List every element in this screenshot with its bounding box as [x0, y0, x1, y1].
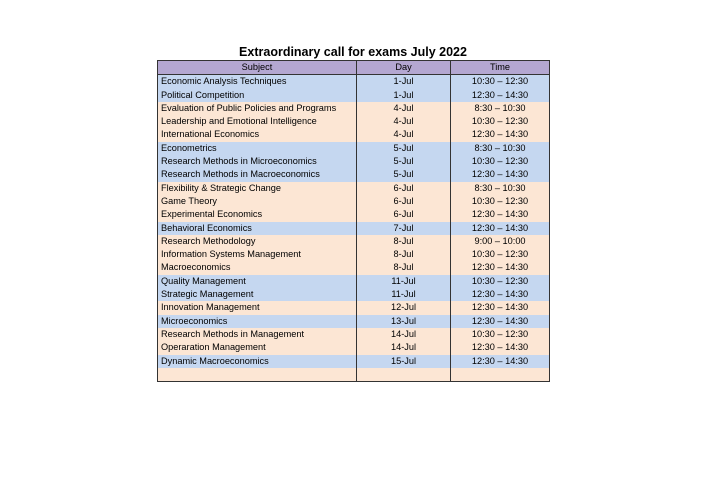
table-row — [158, 275, 550, 288]
subject-cell: Econometrics — [158, 142, 357, 155]
day-cell: 15-Jul — [357, 355, 451, 368]
table-row — [158, 102, 550, 115]
subject-cell: Innovation Management — [158, 301, 357, 314]
table-row — [158, 261, 550, 274]
page-title: Extraordinary call for exams July 2022 — [239, 45, 467, 59]
day-cell: 5-Jul — [357, 142, 451, 155]
table-row — [158, 155, 550, 168]
day-cell: 8-Jul — [357, 235, 451, 248]
day-cell: 4-Jul — [357, 102, 451, 115]
table-row — [158, 208, 550, 221]
time-cell: 12:30 – 14:30 — [451, 168, 550, 181]
time-cell: 10:30 – 12:30 — [451, 328, 550, 341]
subject-cell: Macroeconomics — [158, 261, 357, 274]
day-cell: 14-Jul — [357, 328, 451, 341]
day-cell: 13-Jul — [357, 315, 451, 328]
subject-cell: Political Competition — [158, 89, 357, 102]
table-row — [158, 222, 550, 235]
day-cell: 7-Jul — [357, 222, 451, 235]
table-row — [158, 128, 550, 141]
time-cell — [451, 368, 550, 382]
day-cell: 8-Jul — [357, 261, 451, 274]
time-cell: 10:30 – 12:30 — [451, 195, 550, 208]
day-cell: 6-Jul — [357, 208, 451, 221]
day-cell: 6-Jul — [357, 182, 451, 195]
time-cell: 12:30 – 14:30 — [451, 315, 550, 328]
day-column-header: Day — [357, 61, 451, 75]
table-row — [158, 328, 550, 341]
table-row — [158, 168, 550, 181]
time-cell: 8:30 – 10:30 — [451, 102, 550, 115]
subject-cell: Microeconomics — [158, 315, 357, 328]
time-cell: 12:30 – 14:30 — [451, 355, 550, 368]
day-cell: 1-Jul — [357, 75, 451, 89]
time-cell: 10:30 – 12:30 — [451, 115, 550, 128]
day-cell: 5-Jul — [357, 155, 451, 168]
table-row — [158, 89, 550, 102]
time-cell: 10:30 – 12:30 — [451, 75, 550, 89]
table-row — [158, 142, 550, 155]
subject-cell: Research Methods in Management — [158, 328, 357, 341]
table-row — [158, 355, 550, 368]
time-cell: 12:30 – 14:30 — [451, 288, 550, 301]
day-cell: 12-Jul — [357, 301, 451, 314]
time-cell: 12:30 – 14:30 — [451, 341, 550, 354]
subject-cell: Experimental Economics — [158, 208, 357, 221]
table-row — [158, 182, 550, 195]
time-cell: 12:30 – 14:30 — [451, 208, 550, 221]
subject-cell: Behavioral Economics — [158, 222, 357, 235]
day-cell: 11-Jul — [357, 288, 451, 301]
table-row — [158, 288, 550, 301]
time-cell: 10:30 – 12:30 — [451, 155, 550, 168]
time-cell: 9:00 – 10:00 — [451, 235, 550, 248]
subject-cell: Evaluation of Public Policies and Programs — [158, 102, 357, 115]
day-cell: 14-Jul — [357, 341, 451, 354]
subject-cell — [158, 368, 357, 382]
table-row — [158, 195, 550, 208]
subject-cell: Quality Management — [158, 275, 357, 288]
time-cell: 10:30 – 12:30 — [451, 248, 550, 261]
time-cell: 12:30 – 14:30 — [451, 128, 550, 141]
time-cell: 10:30 – 12:30 — [451, 275, 550, 288]
subject-cell: Economic Analysis Techniques — [158, 75, 357, 89]
time-cell: 12:30 – 14:30 — [451, 301, 550, 314]
day-cell: 4-Jul — [357, 128, 451, 141]
table-row — [158, 75, 550, 89]
subject-cell: Information Systems Management — [158, 248, 357, 261]
day-cell: 1-Jul — [357, 89, 451, 102]
table-row — [158, 315, 550, 328]
day-cell: 11-Jul — [357, 275, 451, 288]
time-cell: 12:30 – 14:30 — [451, 261, 550, 274]
subject-cell: Flexibility & Strategic Change — [158, 182, 357, 195]
subject-cell: Dynamic Macroeconomics — [158, 355, 357, 368]
time-column-header: Time — [451, 61, 550, 75]
time-cell: 8:30 – 10:30 — [451, 182, 550, 195]
table-header-row — [158, 61, 550, 75]
table-row — [158, 368, 550, 382]
table-row — [158, 115, 550, 128]
subject-cell: International Economics — [158, 128, 357, 141]
subject-cell: Research Methods in Microeconomics — [158, 155, 357, 168]
subject-cell: Leadership and Emotional Intelligence — [158, 115, 357, 128]
subject-cell: Operaration Management — [158, 341, 357, 354]
day-cell: 6-Jul — [357, 195, 451, 208]
subject-cell: Strategic Management — [158, 288, 357, 301]
exam-schedule-table — [157, 60, 550, 382]
subject-cell: Research Methodology — [158, 235, 357, 248]
subject-cell: Research Methods in Macroeconomics — [158, 168, 357, 181]
table-row — [158, 235, 550, 248]
table-row — [158, 341, 550, 354]
time-cell: 12:30 – 14:30 — [451, 89, 550, 102]
day-cell: 5-Jul — [357, 168, 451, 181]
day-cell: 8-Jul — [357, 248, 451, 261]
table-row — [158, 301, 550, 314]
subject-cell: Game Theory — [158, 195, 357, 208]
day-cell — [357, 368, 451, 382]
time-cell: 8:30 – 10:30 — [451, 142, 550, 155]
subject-column-header: Subject — [158, 61, 357, 75]
day-cell: 4-Jul — [357, 115, 451, 128]
time-cell: 12:30 – 14:30 — [451, 222, 550, 235]
table-row — [158, 248, 550, 261]
